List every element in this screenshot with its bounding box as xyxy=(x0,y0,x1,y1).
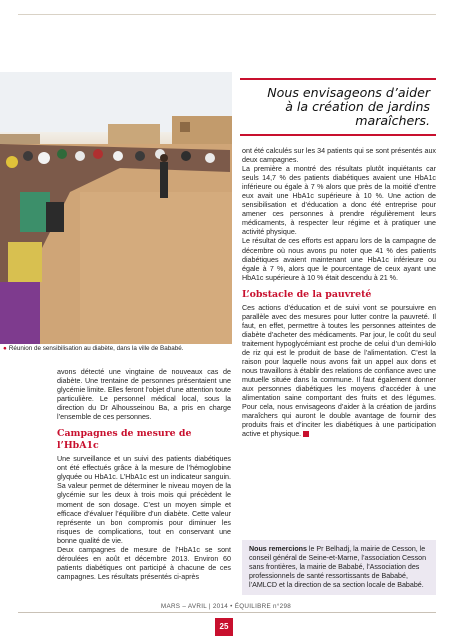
pull-quote-line-3: maraîchers. xyxy=(355,113,430,128)
pull-quote-line-1: Nous envisageons d’aider xyxy=(267,85,430,100)
pull-quote xyxy=(240,78,436,136)
section-heading-hba1c: Campagnes de mesure de l’HbA1c xyxy=(57,428,192,452)
section-heading-poverty: L’obstacle de la pauvreté xyxy=(242,288,372,300)
acknowledgements-text: le Pr Belhadj, la mairie de Cesson, le conseil général de Seine-et-Marne, l’association Cesson sans frontières, la mairie de Bababé, l’Association des professionnels de santé ressortissants de Bababé, l’AMLCD et la direction de sa section locale de Bababé. xyxy=(249,545,427,589)
right-paragraph-1: ont été calculés sur les 34 patients qui se sont présentés aux deux campagnes. xyxy=(242,147,436,165)
left-intro-paragraph: avons détecté une vingtaine de nouveaux cas de diabète. Une trentaine de personnes présentaient une glycémie limite. Elles feront l’objet d’une attention toute particulière. Le personnel médical local, sous la direction du Dr Alhousseinou Ba, a pris en charge l’ensemble de ces personnes. xyxy=(57,368,231,422)
photo-caption-text: Réunion de sensibilisation au diabète, dans la ville de Bababé. xyxy=(8,345,184,352)
footer-rule xyxy=(18,612,436,613)
left-column xyxy=(57,368,231,582)
right-paragraph-4-text: Ces actions d’éducation et de suivi vont se poursuivre en parallèle avec des mesures pour lutter contre la pauvreté. Il faut, en effet, permettre à toutes les personnes atteintes de diabète d’acheter des médicaments. Par jour, le coût du seul traitement hypoglycémiant est proche de celui d’un demi-kilo de riz qui est le produit de base de l’alimentation. C’est la raison pour laquelle nous avons fait un appel aux dons et nous travaillons à établir des relations de confiance avec une mutuelle située dans la commune. Il faut également donner aux personnes diabétiques les moyens d’accéder à une alimentation saine comportant des fruits et des légumes. Pour cela, nous envisageons d’aider à la création de jardins maraîchers qui auront le double avantage de fournir des produits frais et d’inciter les diabétiques à une participation active et physique. xyxy=(242,303,436,439)
acknowledgements-box xyxy=(242,540,436,595)
caption-bullet-icon: ● xyxy=(3,345,7,352)
meeting-photo xyxy=(0,72,232,344)
footer-issue-info: MARS – AVRIL | 2014 • ÉQUILIBRE n°298 xyxy=(128,603,324,610)
acknowledgements-lead: Nous remercions xyxy=(249,545,307,553)
photo-caption xyxy=(3,344,235,353)
top-rule xyxy=(18,14,436,15)
pull-quote-line-2: à la création de jardins xyxy=(285,99,430,114)
left-paragraph-1: Une surveillance et un suivi des patients diabétiques ont été effectués grâce à la mesure de l’hémoglobine glyquée ou HbA1c. L’HbA1c est un indicateur sanguin. Sa valeur permet de déterminer le niveau moyen de la glycémie sur les deux à trois mois qui précèdent le moment de son dosage. C’est un moyen simple et efficace d’évaluer l’équilibre d’un diabète. Cette valeur représente un bon compromis pour diminuer les risques de complications, tout en conservant une bonne qualité de vie. xyxy=(57,455,231,545)
meeting-photo-illustration xyxy=(0,72,232,344)
right-paragraph-2: La première a montré des résultats plutôt inquiétants car seuls 14,7 % des patients diabétiques avaient une HbA1c inférieure ou égale à 7 % alors que près de la moitié d’entre eux avait une HbA1c supérieure à 10 %. Une action de sensibilisation et d’éducation a donc été entreprise pour amener ces personnes à prendre régulièrement leurs médicaments, à respecter leur régime et à pratiquer une activité physique. xyxy=(242,165,436,237)
end-mark-icon xyxy=(303,431,309,437)
right-column xyxy=(242,147,436,439)
left-paragraph-2: Deux campagnes de mesure de l’HbA1c se sont déroulées en août et décembre 2013. Environ 60 patients diabétiques ont participé à chacune de ces campagnes. Les résultats présentés ci-après xyxy=(57,545,231,581)
right-paragraph-4 xyxy=(242,304,436,440)
page-number: 25 xyxy=(215,618,233,636)
right-paragraph-3: Le résultat de ces efforts est apparu lors de la campagne de décembre où nous avons pu noter que 41 % des patients diabétiques avaient maintenant une HbA1c inférieure ou égale à 7 %, alors que le pourcentage de ceux ayant une HbA1c supérieure à 10 % était descendu à 21 %. xyxy=(242,237,436,282)
